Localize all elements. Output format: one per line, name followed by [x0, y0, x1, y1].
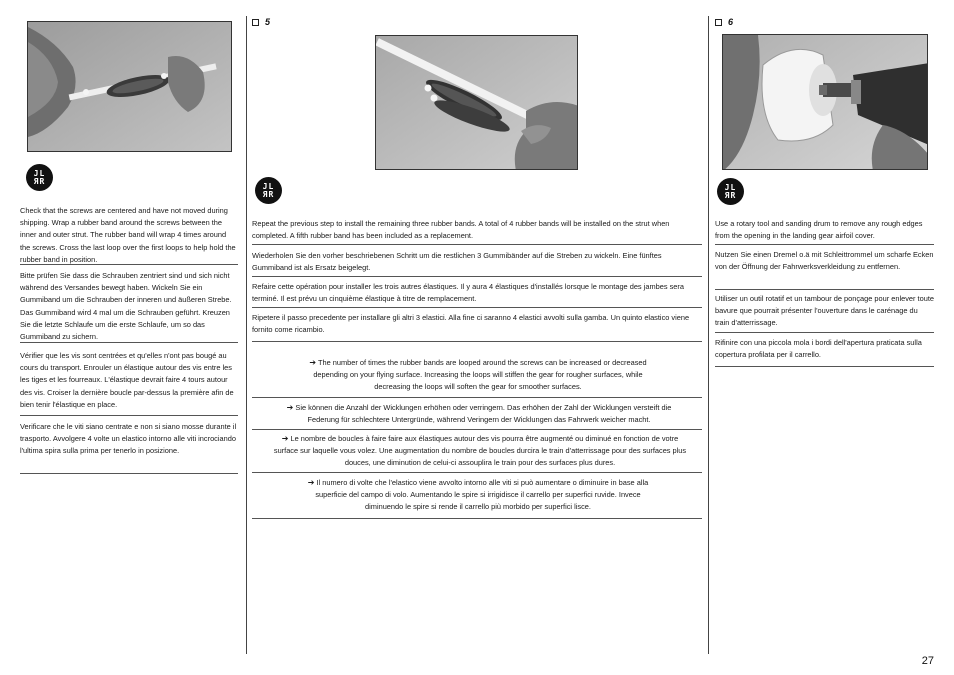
- note-text: Le nombre de boucles à faire faire aux élastiques autour des vis pourra être augmenté ou diminué en fonction de votre surface sur laquelle vous volez. Une augmentation du nombre de boucles durcira le train d'atterrissage pour des surfaces plus douces, une diminution de celui-ci assouplira le train pour des surfaces plus dures.: [273, 434, 687, 468]
- right-paragraph-de: Nutzen Sie einen Dremel o.ä mit Schleittrommel um scharfe Ecken von der Öffnung der Fahrwerksverkleidung zu entfernen.: [715, 249, 934, 290]
- left-paragraph-de: Bitte prüfen Sie dass die Schrauben zentriert sind und sich nicht während des Versandes bewegt haben. Wickeln Sie ein Gummiband um die Schrauben der inneren und äußeren Strebe. Das Gummiband wird 4 mal um die Schrauben geführt. Kreuzen Sie die letzte Schlaufe um die erste Schlaufe, um so das Gummiband zu sichern.: [20, 270, 238, 343]
- note-divider: [252, 397, 702, 398]
- photo-rotary-tool-sanding: [722, 34, 928, 170]
- note-text: Sie können die Anzahl der Wicklungen erhöhen oder verringern. Das erhöhen der Zahl der Wicklungen versteift die Federung für schlechtere Untergründe, während Veringern der Wicklungen das Fahrwerk weicher macht.: [295, 403, 672, 425]
- step-5-header: [252, 17, 270, 27]
- middle-note-it: [300, 477, 656, 514]
- logo-top-text: JL: [262, 181, 275, 191]
- step-number: 6: [728, 17, 734, 27]
- middle-paragraph-en: Repeat the previous step to install the remaining three rubber bands. A total of 4 rubber bands will be installed on the strut when completed. A fifth rubber band has been included as a replacement.: [252, 218, 702, 245]
- arrow-icon: ➔: [286, 403, 294, 412]
- note-text: The number of times the rubber bands are looped around the screws can be increased or decreased depending on your flying surface. Increasing the loops will stiffen the gear for rougher surfaces, while decreasing the loops will soften the gear for smoother surfaces.: [313, 358, 647, 392]
- note-divider: [252, 518, 702, 519]
- middle-note-en: [298, 357, 658, 394]
- middle-note-de: [272, 402, 686, 426]
- logo-bottom-text: ЯR: [724, 190, 737, 200]
- column-divider-2: [708, 16, 709, 654]
- photo-image: [28, 22, 232, 152]
- photo-image: [376, 36, 578, 170]
- step-checkbox[interactable]: [252, 19, 259, 26]
- right-paragraph-fr: Utiliser un outil rotatif et un tambour de ponçage pour enlever toute bavure que pourrait présenter l'ouverture dans le carénage du train d'atterrissage.: [715, 293, 934, 333]
- step-6-header: [715, 17, 733, 27]
- left-paragraph-en: Check that the screws are centered and have not moved during shipping. Wrap a rubber band around the screws between the inner and outer strut. The rubber band will wrap 4 times around the screws. Cross the last loop over the first loops to help hold the rubber band in position.: [20, 205, 238, 265]
- step-number: 5: [265, 17, 271, 27]
- right-paragraph-it: Rifinire con una piccola mola i bordi dell'apertura praticata sulla copertura profilata per il carrello.: [715, 337, 934, 367]
- column-divider-1: [246, 16, 247, 654]
- note-divider: [252, 472, 702, 473]
- note-divider: [252, 429, 702, 430]
- photo-rubber-band-wrap: [27, 21, 232, 152]
- jr-logo-right: [717, 178, 744, 205]
- note-text: Il numero di volte che l'elastico viene avvolto intorno alle viti si può aumentare o diminuire in base alla superficie del campo di volo. Aumentando le spire si irrigidisce il carrello per superfici ruvide. Invece diminuendo le spire si rende il carrello più morbido per superfici lisce.: [315, 478, 649, 512]
- middle-note-fr: [270, 433, 690, 470]
- step-checkbox[interactable]: [715, 19, 722, 26]
- middle-paragraph-fr: Refaire cette opération pour installer les trois autres élastiques. Il y aura 4 élastiques d'installés lorsque le montage des jambes sera terminé. Il est prévu un cinquième élastique à titre de remplacement.: [252, 281, 702, 308]
- logo-top-text: JL: [33, 168, 46, 178]
- photo-image: [723, 35, 928, 170]
- arrow-icon: ➔: [309, 358, 317, 367]
- left-paragraph-it: Verificare che le viti siano centrate e non si siano mosse durante il trasporto. Avvolgere 4 volte un elastico intorno alle viti incrociando l'ultima spira sulla prima per tenerlo in posizione.: [20, 421, 238, 474]
- page-number: 27: [921, 655, 934, 667]
- logo-bottom-text: ЯR: [262, 189, 275, 199]
- jr-logo-middle: [255, 177, 282, 204]
- logo-top-text: JL: [724, 182, 737, 192]
- arrow-icon: ➔: [281, 434, 289, 443]
- jr-logo-left: [26, 164, 53, 191]
- arrow-icon: ➔: [307, 478, 315, 487]
- middle-paragraph-it: Ripetere il passo precedente per installare gli altri 3 elastici. Alla fine ci saranno 4 elastici avvolti sulla gamba. Un quinto elastico viene fornito come ricambio.: [252, 312, 702, 342]
- photo-rubber-bands-installed: [375, 35, 578, 170]
- logo-bottom-text: ЯR: [33, 176, 46, 186]
- right-paragraph-en: Use a rotary tool and sanding drum to remove any rough edges from the opening in the landing gear airfoil cover.: [715, 218, 934, 245]
- middle-paragraph-de: Wiederholen Sie den vorher beschriebenen Schritt um die restlichen 3 Gummibänder auf die Streben zu wickeln. Eine fünftes Gummiband ist als Ersatz beigelegt.: [252, 250, 702, 277]
- left-paragraph-fr: Vérifier que les vis sont centrées et qu'elles n'ont pas bougé au cours du transport. Enrouler un élastique autour des vis entre les les tiges et les fourreaux. L'élastique devrait faire 4 tours autour des vis. Croiser la dernière boucle par-dessus la première afin de bien tenir l'élastique en place.: [20, 350, 238, 416]
